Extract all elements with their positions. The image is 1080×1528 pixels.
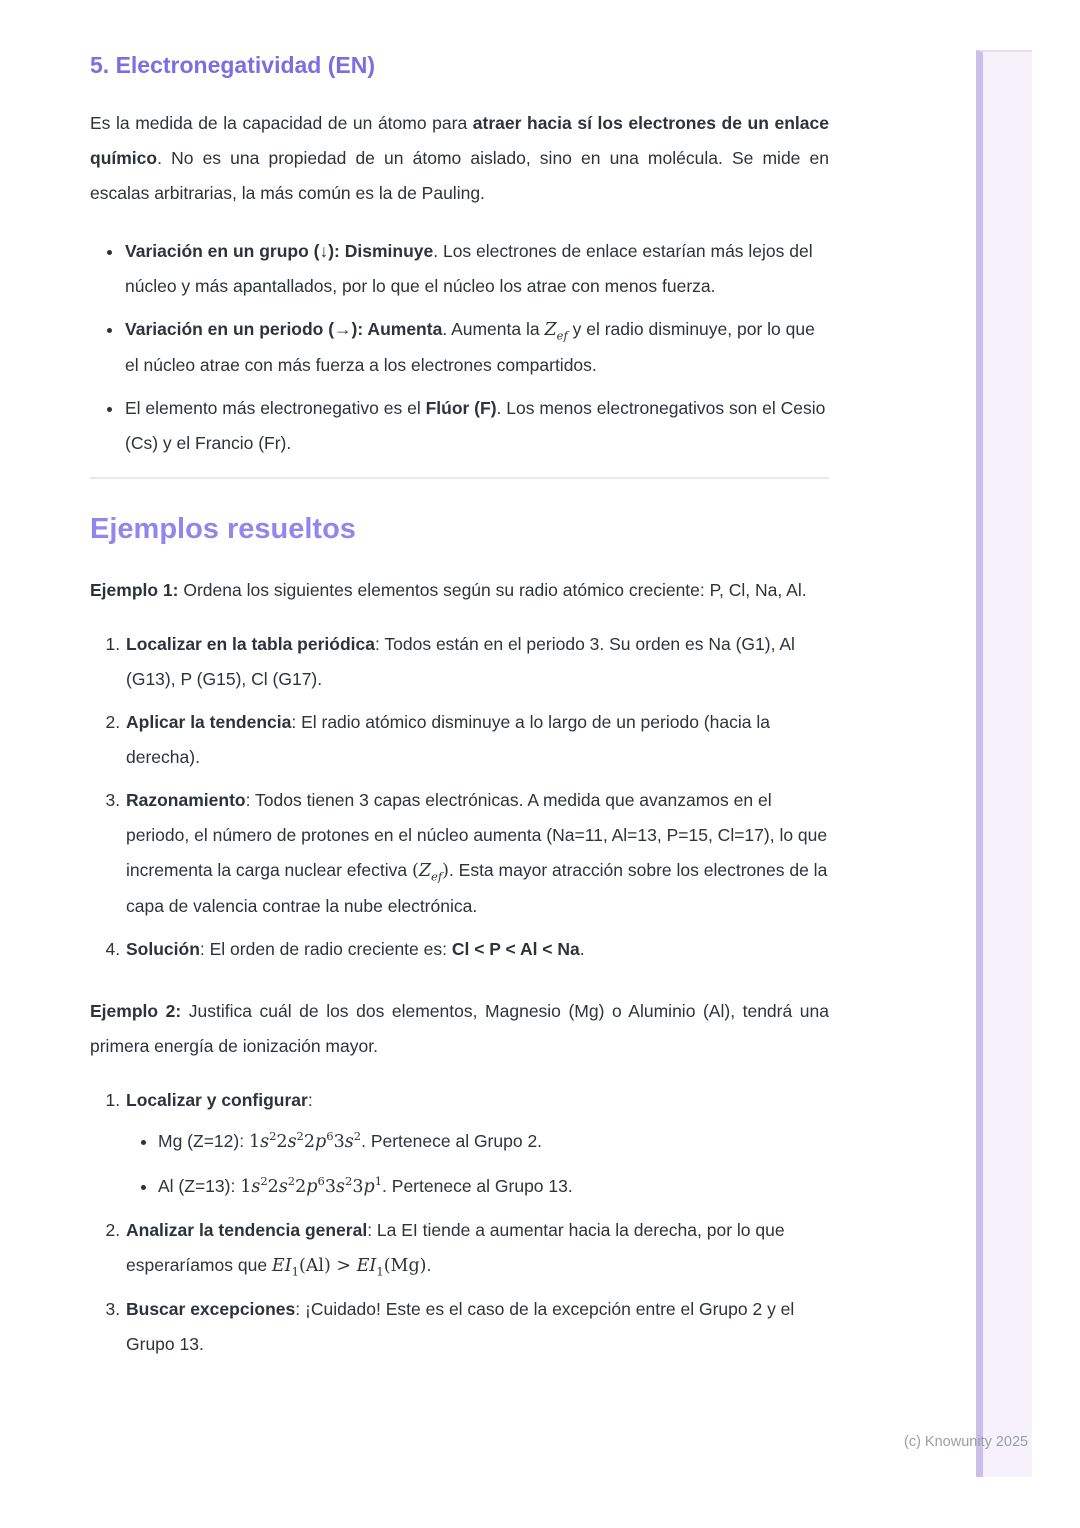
ejemplo1-intro-paragraph: Ejemplo 1: Ordena los siguientes elementos según su radio atómico creciente: P, Cl, Na, Al. [90,580,807,600]
step-solucion: 4. Solución: El orden de radio creciente es: Cl < P < Al < Na. [125,932,829,967]
config-sub-list [126,1124,829,1205]
ejemplo1-steps-list [90,627,829,967]
copyright-watermark: (c) Knowunity 2025 [904,1434,1029,1450]
step-localizar-configurar [125,1083,829,1205]
step-analizar-tendencia-general: 2. Analizar la tendencia general: La EI tiende a aumentar hacia la derecha, por lo que esperaríamos que $EI_1(Al) > EI_1(Mg)$. [125,1213,829,1284]
list-item-variacion-periodo: • Variación en un periodo (→): Aumenta. Aumenta la $Z_{ef}$ y el radio disminuye, por lo que el núcleo atrae con más fuerza a los electrones compartidos. [124,312,829,383]
step-buscar-excepciones: 3. Buscar excepciones: ¡Cuidado! Este es el caso de la excepción entre el Grupo 2 y el Grupo 13. [125,1292,829,1362]
list-item-variacion-grupo: • Variación en un grupo (↓): Disminuye. Los electrones de enlace estarían más lejos del núcleo y más apantallados, por lo que el núcleo los atrae con menos fuerza. [124,234,829,304]
step-razonamiento: 3. Razonamiento: Todos tienen 3 capas electrónicas. A medida que avanzamos en el periodo, el número de protones en el núcleo aumenta (Na=11, Al=13, P=15, Cl=17), lo que incrementa la carga nuclear efectiva $(Z_{ef})$. Esta mayor atracción sobre los electrones de la capa de valencia contrae la nube electrónica. [125,783,829,924]
content-column [90,0,829,1362]
list-item-elemento-mas-electronegativo: • El elemento más electronegativo es el Flúor (F). Los menos electronegativos son el Cesio (Cs) y el Francio (Fr). [124,391,829,461]
step-aplicar-tendencia: 2. Aplicar la tendencia: El radio atómico disminuye a lo largo de un periodo (hacia la derecha). [125,705,829,775]
side-panel [976,50,1032,1477]
en-trends-list [90,234,829,461]
step-localizar-configurar-text: Localizar y configurar: [126,1090,313,1110]
examples-heading: Ejemplos resueltos [90,513,356,545]
ejemplo2-intro-paragraph: Ejemplo 2: Justifica cuál de los dos elementos, Magnesio (Mg) o Aluminio (Al), tendrá una primera energía de ionización mayor. [90,1001,829,1056]
section-divider [90,477,829,479]
step-localizar-tabla: 1. Localizar en la tabla periódica: Todos están en el periodo 3. Su orden es Na (G1), Al (G13), P (G15), Cl (G17). [125,627,829,697]
electronegatividad-intro-paragraph: Es la medida de la capacidad de un átomo para atraer hacia sí los electrones de un enlace químico. No es una propiedad de un átomo aislado, sino en una molécula. Se mide en escalas arbitrarias, la más común es la de Pauling. [90,113,829,203]
ejemplo2-steps-list [90,1083,829,1362]
sub-item-mg-config: • Mg (Z=12): $1s^22s^22p^63s^2$. Pertenece al Grupo 2. [158,1124,829,1160]
section-heading-electronegatividad: 5. Electronegatividad (EN) [90,52,376,78]
sub-item-al-config: • Al (Z=13): $1s^22s^22p^63s^23p^1$. Pertenece al Grupo 13. [158,1169,829,1205]
